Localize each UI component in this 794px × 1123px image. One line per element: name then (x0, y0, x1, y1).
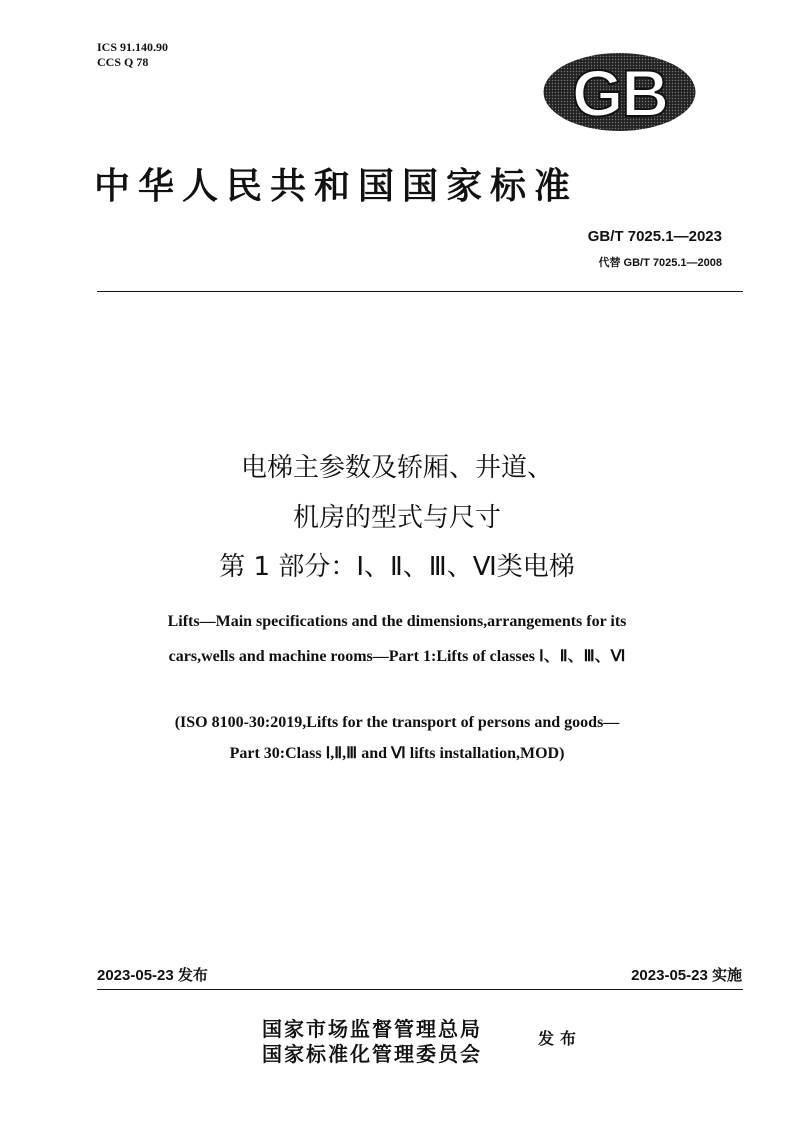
implementation-date: 2023-05-23 实施 (631, 967, 742, 984)
ics-code: ICS 91.140.90 (97, 40, 169, 54)
title-cn-line3: 第 1 部分：Ⅰ、Ⅱ、Ⅲ、Ⅵ类电梯 (219, 552, 575, 582)
header-divider (97, 291, 743, 292)
classification-codes (97, 40, 168, 70)
footer-divider (97, 989, 743, 990)
title-cn-line2: 机房的型式与尺寸 (292, 503, 501, 533)
standard-number: GB/T 7025.1—2023 (587, 228, 722, 245)
publish-label: 发布 (538, 1029, 583, 1048)
title-en-line1: Lifts—Main specifications and the dimensions,arrangements for its (167, 613, 627, 630)
ccs-code: CCS Q 78 (97, 55, 149, 69)
issue-date: 2023-05-23 发布 (97, 967, 208, 984)
national-standard-heading: 中华人民共和国国家标准 (94, 165, 579, 207)
iso-ref-line2: Part 30:Class Ⅰ,Ⅱ,Ⅲ and Ⅵ lifts installation,MOD) (229, 745, 565, 762)
issuer-samr: 国家市场监督管理总局 (262, 1017, 482, 1041)
iso-ref-line1: (ISO 8100-30:2019,Lifts for the transport of persons and goods— (174, 714, 620, 731)
gb-logo (542, 52, 697, 132)
gb-logo-text: GB (572, 56, 667, 130)
issuer-sac: 国家标准化管理委员会 (262, 1042, 482, 1066)
title-cn-line1: 电梯主参数及轿厢、井道、 (240, 453, 553, 483)
title-en-line2: cars,wells and machine rooms—Part 1:Lifts of classes Ⅰ、Ⅱ、Ⅲ、Ⅵ (168, 648, 626, 665)
replaces-standard: 代替 GB/T 7025.1—2008 (598, 257, 722, 269)
